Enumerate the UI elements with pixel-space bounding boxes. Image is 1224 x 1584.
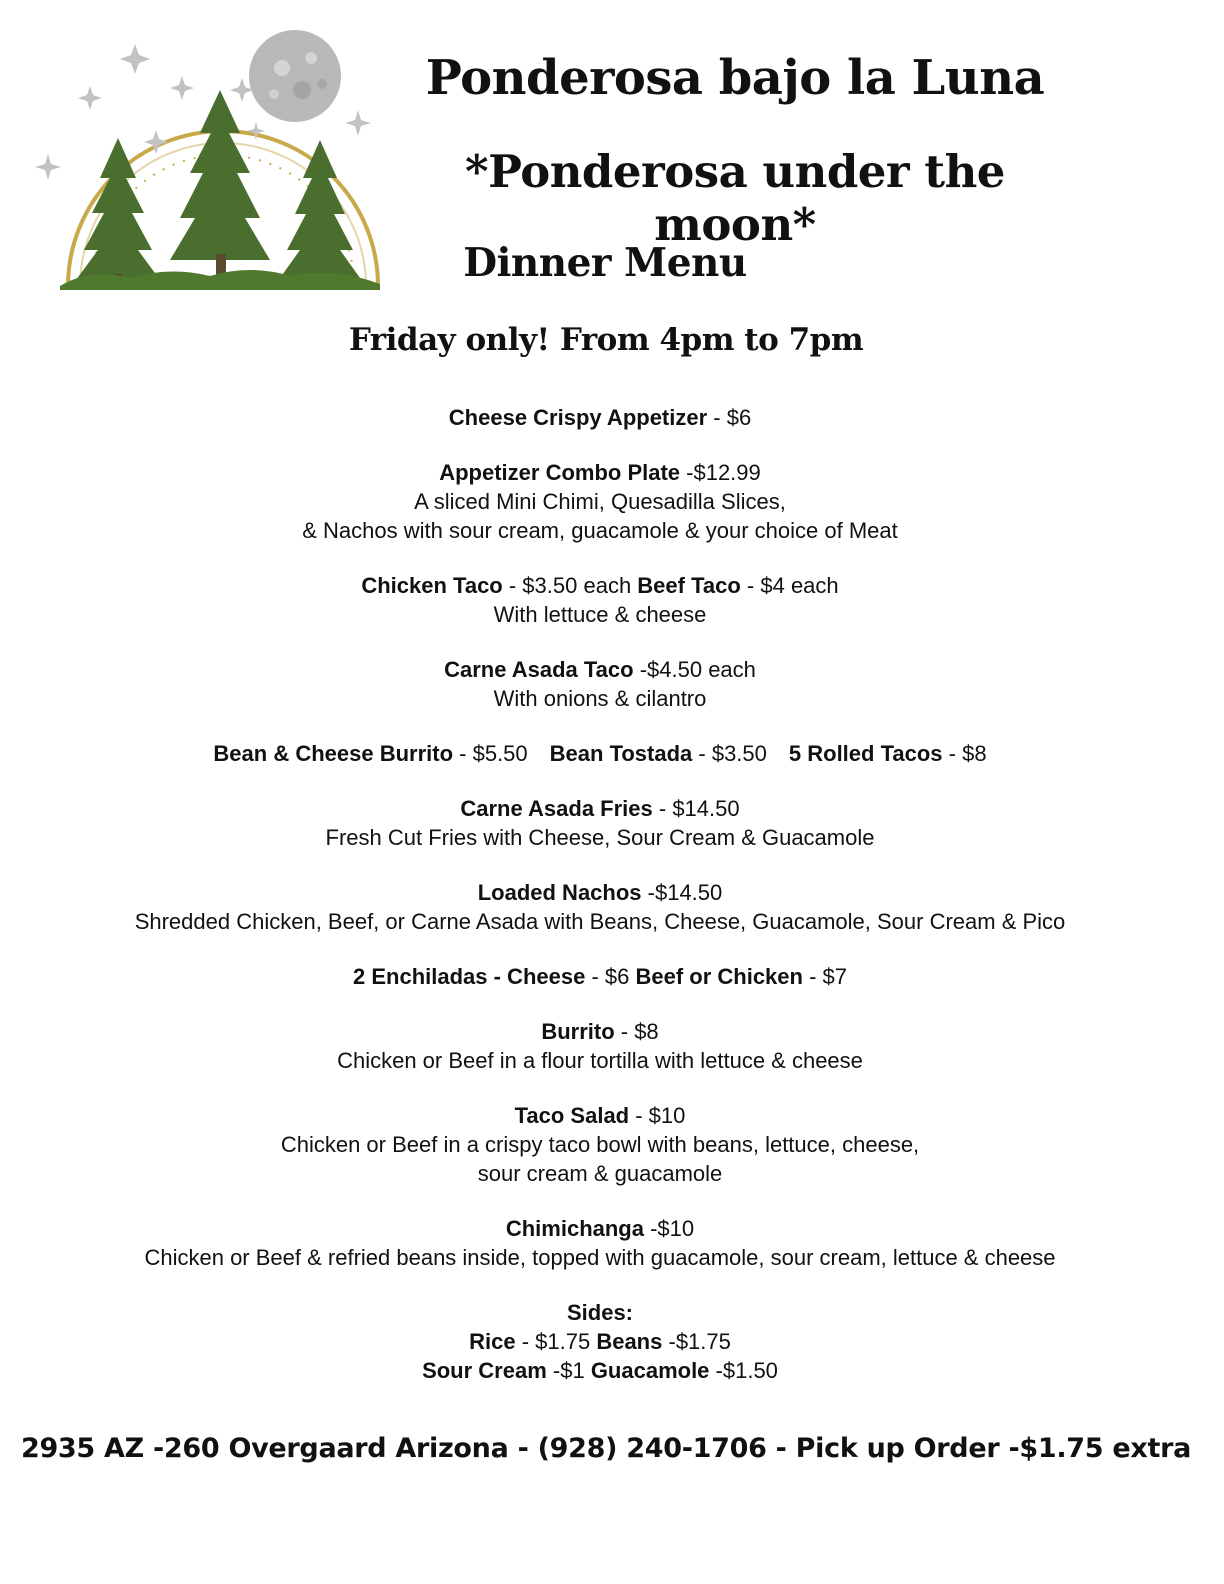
item-description: Chicken or Beef & refried beans inside, topped with guacamole, sour cream, lettuce & cheese (144, 1245, 1056, 1270)
item-name: Beef Taco (637, 573, 741, 598)
item-price: - $4 each (740, 573, 839, 598)
item-price: - $3.50 each (502, 573, 638, 598)
menu-item-loaded-nachos (0, 878, 1200, 936)
item-name: Burrito (541, 1019, 615, 1044)
item-description: Fresh Cut Fries with Cheese, Sour Cream & Guacamole (325, 825, 875, 850)
sides-heading: Sides: (566, 1300, 634, 1325)
item-price: -$4.50 each (633, 657, 756, 682)
menu-item-taco-salad (0, 1101, 1200, 1188)
item-name: 2 Enchiladas - Cheese (353, 964, 586, 989)
menu-list (0, 403, 1200, 1411)
item-name: Taco Salad (514, 1103, 630, 1128)
menu-item-enchiladas (0, 962, 1200, 991)
item-price: - $8 (614, 1019, 659, 1044)
item-name: Beans (596, 1329, 663, 1354)
footer-contact: 2935 AZ -260 Overgaard Arizona - (928) 240-1706 - Pick up Order -$1.75 extra (20, 1433, 1192, 1464)
item-name: Cheese Crispy Appetizer (448, 405, 708, 430)
item-name: Beef or Chicken (635, 964, 803, 989)
menu-sides (0, 1298, 1200, 1385)
item-price: - $7 (802, 964, 847, 989)
item-name: Bean & Cheese Burrito (213, 741, 454, 766)
item-name: Carne Asada Fries (460, 796, 653, 821)
item-price: -$14.50 (641, 880, 723, 905)
item-price: - $8 (942, 741, 987, 766)
moon-icon (249, 30, 341, 122)
menu-item-combo-plate (0, 458, 1200, 545)
item-price: -$10 (643, 1216, 695, 1241)
item-name: Chimichanga (505, 1216, 644, 1241)
menu-item-burrito (0, 1017, 1200, 1075)
restaurant-title-spanish: Ponderosa bajo la Luna (425, 50, 1045, 106)
menu-item-row-three (0, 739, 1200, 768)
item-description: Chicken or Beef in a crispy taco bowl with beans, lettuce, cheese, (280, 1132, 920, 1157)
item-description: sour cream & guacamole (477, 1161, 723, 1186)
item-price: -$1.75 (662, 1329, 731, 1354)
item-description: Shredded Chicken, Beef, or Carne Asada with Beans, Cheese, Guacamole, Sour Cream & Pico (134, 909, 1066, 934)
item-description: With lettuce & cheese (493, 602, 707, 627)
pine-tree-icon (76, 90, 360, 284)
item-price: -$12.99 (680, 460, 761, 485)
item-description: & Nachos with sour cream, guacamole & your choice of Meat (302, 518, 898, 543)
menu-hours: Friday only! From 4pm to 7pm (348, 322, 864, 358)
item-price: - $14.50 (652, 796, 740, 821)
item-name: Rice (469, 1329, 516, 1354)
ponderosa-moon-logo (30, 28, 390, 290)
item-name: Guacamole (590, 1358, 710, 1383)
item-name: Sour Cream (422, 1358, 547, 1383)
item-price: - $1.75 (515, 1329, 597, 1354)
item-name: Chicken Taco (361, 573, 503, 598)
item-description: With onions & cilantro (493, 686, 707, 711)
item-price: - $6 (585, 964, 636, 989)
item-price: -$1 (546, 1358, 591, 1383)
menu-item-carne-asada-taco (0, 655, 1200, 713)
menu-item-tacos (0, 571, 1200, 629)
item-name: Appetizer Combo Plate (439, 460, 681, 485)
item-name: Bean Tostada (549, 741, 693, 766)
menu-item-carne-asada-fries (0, 794, 1200, 852)
menu-subtitle: Dinner Menu (463, 240, 747, 286)
item-price: - $10 (629, 1103, 686, 1128)
item-price: -$1.50 (709, 1358, 778, 1383)
menu-item-cheese-crispy (0, 403, 1200, 432)
item-name: 5 Rolled Tacos (788, 741, 943, 766)
item-description: A sliced Mini Chimi, Quesadilla Slices, (414, 489, 786, 514)
item-name: Loaded Nachos (477, 880, 642, 905)
menu-item-chimichanga (0, 1214, 1200, 1272)
item-description: Chicken or Beef in a flour tortilla with lettuce & cheese (337, 1048, 863, 1073)
item-price: - $3.50 (692, 741, 767, 766)
item-price: - $6 (707, 405, 752, 430)
item-name: Carne Asada Taco (444, 657, 634, 682)
restaurant-title-english: *Ponderosa under the moon* (465, 145, 1005, 251)
item-price: - $5.50 (453, 741, 528, 766)
